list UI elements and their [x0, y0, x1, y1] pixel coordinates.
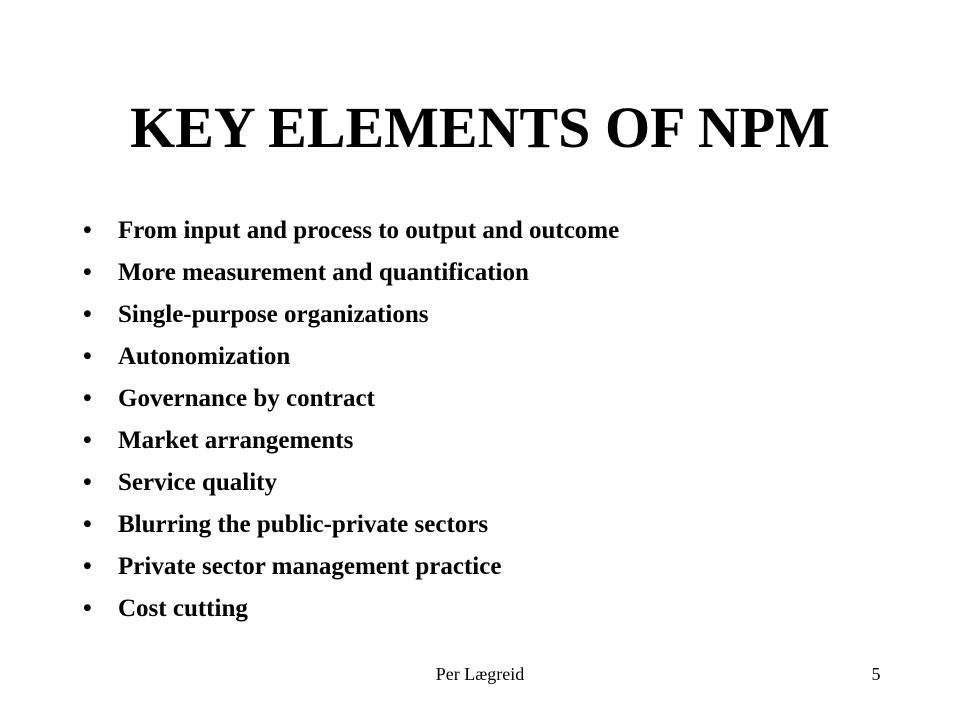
bullet-text: Autonomization	[118, 343, 291, 370]
bullet-item	[80, 378, 920, 420]
bullet-dot-icon: •	[83, 259, 92, 286]
bullet-text: Market arrangements	[118, 427, 354, 454]
bullet-dot-icon: •	[83, 511, 92, 538]
bullet-text: Private sector management practice	[118, 553, 502, 580]
bullet-text: Service quality	[118, 469, 278, 496]
bullet-text: From input and process to output and outcome	[118, 217, 620, 244]
bullet-dot-icon: •	[83, 301, 92, 328]
bullet-text: More measurement and quantification	[118, 259, 529, 286]
bullet-item	[80, 588, 920, 630]
bullet-item	[80, 336, 920, 378]
bullet-item	[80, 210, 920, 252]
bullet-text: Governance by contract	[118, 385, 375, 412]
footer-author: Per Lægreid	[435, 664, 525, 684]
bullet-item	[80, 252, 920, 294]
bullet-text: Cost cutting	[118, 595, 248, 622]
page-number: 5	[871, 664, 881, 684]
bullet-dot-icon: •	[83, 217, 92, 244]
bullet-item	[80, 504, 920, 546]
bullet-list	[80, 210, 920, 630]
bullet-dot-icon: •	[83, 427, 92, 454]
bullet-dot-icon: •	[83, 343, 92, 370]
bullet-dot-icon: •	[83, 553, 92, 580]
bullet-text: Single-purpose organizations	[118, 301, 429, 328]
bullet-dot-icon: •	[83, 385, 92, 412]
bullet-dot-icon: •	[83, 595, 92, 622]
bullet-text: Blurring the public-private sectors	[118, 511, 489, 538]
bullet-item	[80, 294, 920, 336]
bullet-dot-icon: •	[83, 469, 92, 496]
bullet-item	[80, 546, 920, 588]
bullet-item	[80, 462, 920, 504]
bullet-item	[80, 420, 920, 462]
slide-title: KEY ELEMENTS OF NPM	[130, 95, 830, 160]
